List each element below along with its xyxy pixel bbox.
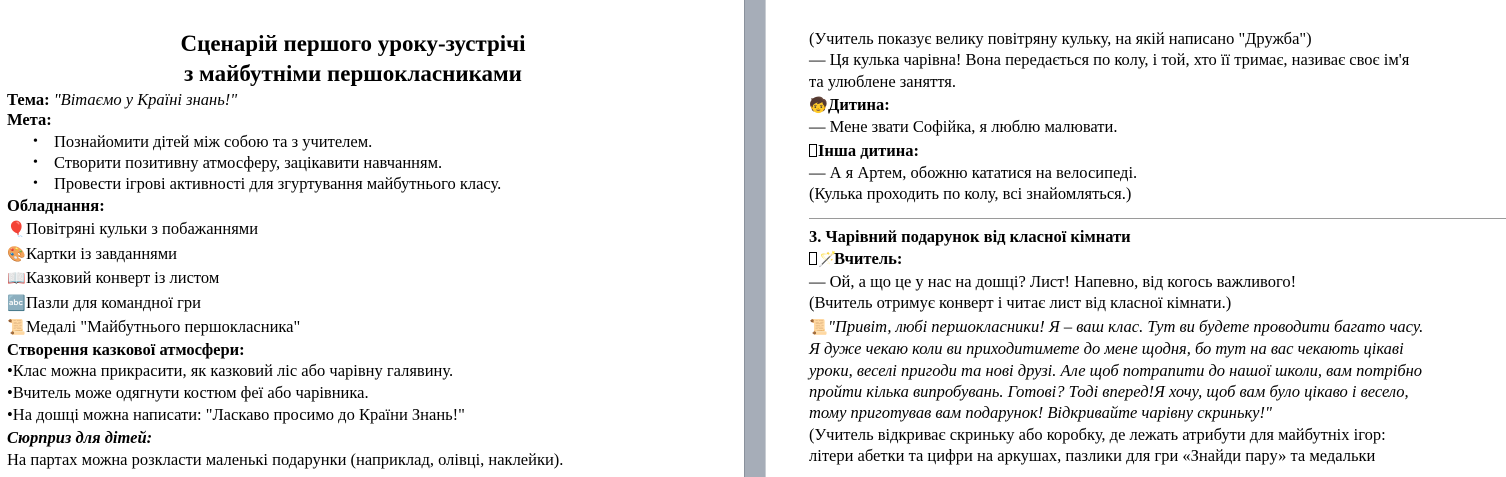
- equipment-item: [7, 317, 300, 337]
- letter-line: тому приготував вам подарунок! Відкривайте чарівну скриньку!": [809, 403, 1272, 422]
- goal-label: Мета:: [7, 110, 52, 129]
- other-child-label-line: [809, 141, 919, 161]
- equipment-item-text: Казковий конверт із листом: [26, 268, 220, 287]
- surprise-label: Сюрприз для дітей:: [7, 428, 153, 447]
- palette-icon: 🎨: [7, 245, 26, 263]
- equipment-label: Обладнання:: [7, 196, 105, 215]
- letter-line-text: "Привіт, любі першокласники! Я – ваш клас. Тут ви будете проводити багато часу.: [828, 317, 1424, 336]
- missing-glyph-icon: [809, 252, 817, 265]
- letter-line: уроки, веселі пригоди та нові друзі. Але щоб потрапити до нашої школи, вам потрібно: [809, 361, 1423, 380]
- teacher-reads-line: (Вчитель отримує конверт і читає лист від класної кімнати.): [809, 293, 1232, 312]
- document-title-line-1: Сценарій першого уроку-зустрічі: [180, 31, 526, 56]
- theme-label: Тема:: [7, 90, 50, 109]
- child-label: Дитина:: [828, 95, 890, 114]
- scroll-icon: 📜: [809, 318, 828, 336]
- equipment-item-text: Медалі "Майбутнього першокласника": [26, 317, 301, 336]
- equipment-item-text: Повітряні кульки з побажаннями: [26, 219, 259, 238]
- equipment-item: [7, 244, 177, 264]
- equipment-item: [7, 219, 258, 239]
- goal-item: Провести ігрові активності для згуртування майбутнього класу.: [54, 174, 502, 193]
- document-page-right: [766, 0, 1506, 477]
- atmosphere-item: •На дошці можна написати: "Ласкаво просимо до Країни Знань!": [7, 405, 465, 424]
- goal-item: Створити позитивну атмосферу, зацікавити навчанням.: [54, 153, 443, 172]
- teacher-speech: — Ой, а що це у нас на дошці? Лист! Напевно, від когось важливого!: [809, 272, 1297, 291]
- surprise-text: На партах можна розкласти маленькі подарунки (наприклад, олівці, наклейки).: [7, 450, 564, 469]
- theme-value: "Вітаємо у Країні знань!": [53, 90, 238, 109]
- bullet-dot: •: [33, 134, 38, 149]
- missing-glyph-icon: [809, 144, 817, 157]
- document-title-line-2: з майбутніми першокласниками: [184, 61, 522, 86]
- teacher-shows-line: (Учитель показує велику повітряну кульку, на якій написано "Дружба"): [809, 29, 1312, 48]
- other-child-speech: — А я Артем, обожню кататися на велосипеді.: [809, 163, 1138, 182]
- theme-line: [7, 90, 237, 110]
- atmosphere-item: •Клас можна прикрасити, як казковий ліс або чарівну галявину.: [7, 361, 454, 380]
- other-child-label: Інша дитина:: [818, 141, 919, 160]
- letter-line: пройти кілька випробувань. Готові? Тоді вперед!Я хочу, щоб вам було цікаво і весело,: [809, 382, 1409, 401]
- child-label-line: [809, 95, 890, 115]
- scroll-icon: 📜: [7, 318, 26, 336]
- abc-icon: 🔤: [7, 294, 26, 312]
- goal-item: Познайомити дітей між собою та з учителем.: [54, 132, 373, 151]
- book-icon: 📖: [7, 269, 26, 287]
- ball-passes-line: (Кулька проходить по колу, всі знайомляться.): [809, 184, 1132, 203]
- page-gutter: [744, 0, 766, 477]
- equipment-item-text: Пазли для командної гри: [26, 293, 201, 312]
- teacher-label: Вчитель:: [834, 249, 903, 268]
- letter-line: [809, 317, 1423, 337]
- box-description-line: (Учитель відкриває скриньку або коробку, де лежать атрибути для майбутніх ігор:: [809, 425, 1386, 444]
- equipment-item: [7, 268, 219, 288]
- letter-line: Я дуже чекаю коли ви приходитимете до мене щодня, бо тут на вас чекають цікаві: [809, 339, 1404, 358]
- equipment-item: [7, 293, 201, 313]
- child-icon: 🧒: [809, 96, 828, 114]
- document-page-left: [0, 0, 744, 477]
- child-speech: — Мене звати Софійка, я люблю малювати.: [809, 117, 1118, 136]
- section-3-title: 3. Чарівний подарунок від класної кімнати: [809, 227, 1131, 246]
- equipment-item-text: Картки із завданнями: [26, 244, 178, 263]
- magic-wand-icon: 🪄: [818, 250, 837, 268]
- atmosphere-item: •Вчитель може одягнути костюм феї або чарівника.: [7, 383, 369, 402]
- bullet-dot: •: [33, 176, 38, 191]
- ball-description-line: — Ця кулька чарівна! Вона передається по колу, і той, хто її тримає, називає своє ім'я: [809, 50, 1410, 69]
- box-description-line: літери абетки та цифри на аркушах, пазлики для гри «Знайди пару» та медальки: [809, 446, 1376, 465]
- bullet-dot: •: [33, 155, 38, 170]
- ball-description-line: та улюблене заняття.: [809, 72, 956, 91]
- section-divider: [809, 218, 1506, 219]
- teacher-label-line: [809, 249, 902, 269]
- balloon-icon: 🎈: [7, 220, 26, 238]
- atmosphere-label: Створення казкової атмосфери:: [7, 340, 245, 359]
